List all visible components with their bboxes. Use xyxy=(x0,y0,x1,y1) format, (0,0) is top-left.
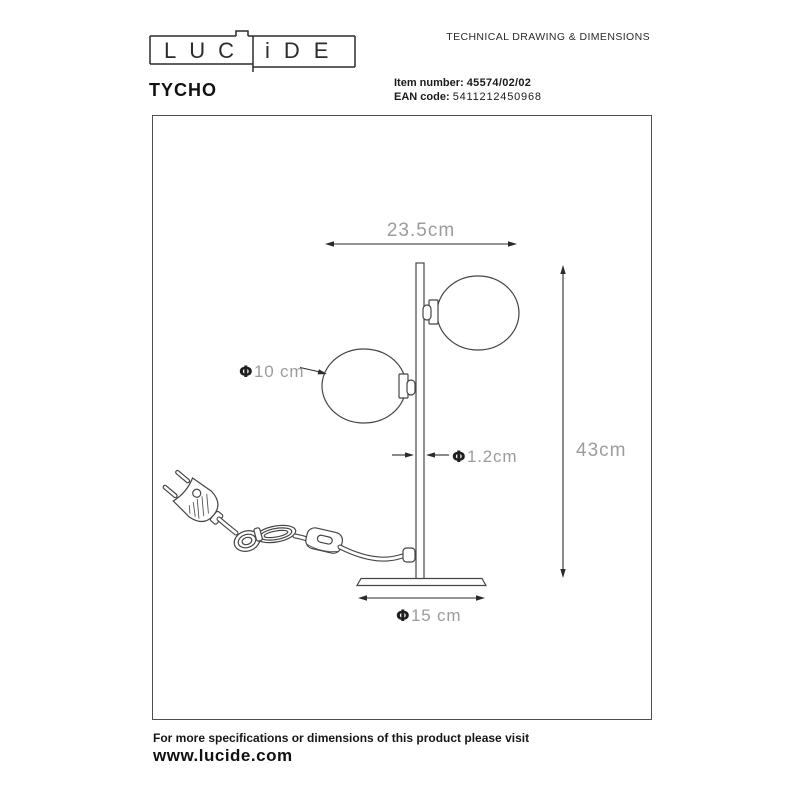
phi-symbol: Φ xyxy=(239,362,253,381)
arrowhead-up-icon xyxy=(560,265,565,274)
lamp-technical-drawing xyxy=(152,115,652,720)
base-dimension-label: 15 cm xyxy=(411,606,462,625)
arrowhead-right-icon xyxy=(405,452,414,457)
logo-box-tab xyxy=(236,31,248,36)
logo-text-left: LUC xyxy=(164,38,248,63)
upper-globe xyxy=(437,276,519,350)
website-link[interactable]: www.lucide.com xyxy=(153,746,293,765)
inline-switch xyxy=(304,526,344,555)
plug-prong xyxy=(162,485,177,499)
coil-loop xyxy=(259,526,292,542)
ean-row xyxy=(394,91,542,105)
phi-symbol: Φ xyxy=(396,606,410,625)
item-number-value: 45574/02/02 xyxy=(466,77,532,89)
ean-label: EAN code: xyxy=(394,90,450,103)
coil-wrap xyxy=(254,527,263,541)
cord-entry-cap xyxy=(403,548,415,562)
power-cord xyxy=(340,547,407,559)
arrowhead-left-icon xyxy=(426,452,435,457)
footer-note: For more specifications or dimensions of this product please visit xyxy=(153,731,530,745)
globe-dimension-label: 10 cm xyxy=(254,362,305,381)
lower-globe xyxy=(322,349,406,423)
item-number-label: Item number: xyxy=(394,77,464,89)
plug-prong xyxy=(175,470,190,484)
power-plug xyxy=(159,466,231,534)
dimension-width xyxy=(325,220,517,247)
logo-text-right: iDE xyxy=(265,38,343,63)
document-title: TECHNICAL DRAWING & DIMENSIONS xyxy=(446,31,650,43)
dimension-globe-diameter xyxy=(239,362,327,381)
base-plate xyxy=(357,579,486,586)
width-dimension-label: 23.5cm xyxy=(386,220,456,241)
arrowhead-down-icon xyxy=(560,569,565,578)
cord-coil xyxy=(232,523,298,555)
lucide-logo xyxy=(148,29,358,75)
arrowhead-left-icon xyxy=(358,595,367,600)
arrowhead-right-icon xyxy=(508,241,517,246)
item-number-row xyxy=(394,77,542,91)
arrowhead-right-icon xyxy=(476,595,485,600)
product-codes xyxy=(394,77,542,104)
power-cord xyxy=(219,519,236,533)
footer xyxy=(153,731,529,766)
phi-symbol: Φ xyxy=(452,447,466,466)
upper-socket-bump xyxy=(423,305,431,320)
height-dimension-label: 43cm xyxy=(576,440,627,461)
arrowhead-left-icon xyxy=(325,241,334,246)
coil-loop xyxy=(241,536,253,546)
dimension-stem-diameter xyxy=(392,447,517,466)
ean-value: 5411212450968 xyxy=(452,90,542,103)
dimension-height xyxy=(560,265,626,578)
lower-socket-bump xyxy=(407,380,415,395)
product-name: TYCHO xyxy=(149,80,217,100)
coil-loop xyxy=(236,532,257,550)
stem-dimension-label: 1.2cm xyxy=(467,447,518,466)
dimension-base-diameter xyxy=(358,595,485,625)
